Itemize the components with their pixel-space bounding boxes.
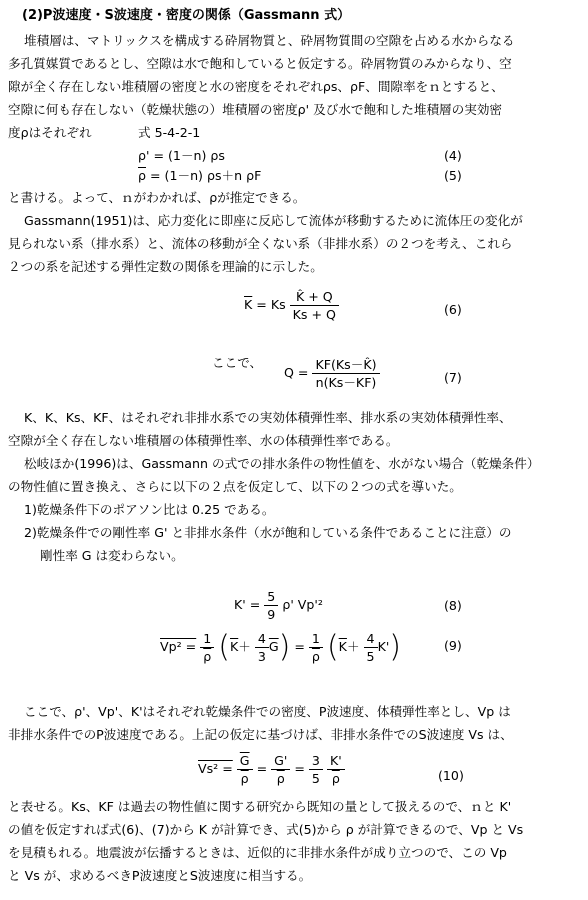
eq9-frac-2-den: 3	[257, 649, 266, 664]
p5-line-2: の値を仮定すれば式(6)、(7)から K が計算でき、式(5)から ρ が計算できるので、Vp と Vs	[8, 822, 524, 837]
eq10-frac-4-den: ρ	[331, 771, 340, 786]
eq6-fraction	[290, 288, 339, 323]
eq7-denominator: n(Ks－KF)	[315, 375, 377, 390]
eq10-frac-3	[309, 752, 323, 787]
section-heading: (2)P波速度・S波速度・密度の関係（Gassmann 式）	[22, 8, 351, 23]
eq10-frac-1	[237, 752, 253, 787]
eq9-paren-open-2: (	[326, 629, 339, 665]
eq10-frac-4	[327, 752, 345, 787]
eq9-frac-3-den: ρ	[311, 649, 320, 664]
p3-line-1: K、K、Ks、KF、はそれぞれ非排水系での実効体積弾性率、排水系の実効体積弾性率、	[24, 410, 512, 425]
p1-line-4: 空隙に何も存在しない（乾燥状態の）堆積層の密度ρ' 及び水で飽和した堆積層の実効密	[8, 102, 503, 117]
eq7-numerator: KF(Ks－K̂)	[312, 356, 379, 374]
eq10-frac-1-num: $\overline{G}$	[237, 752, 253, 770]
p2-line-3: ２つの系を記述する弾性定数の関係を理論的に示した。	[8, 259, 323, 274]
eq10-frac-4-num: K'	[327, 752, 345, 770]
eq9-frac-4-num: 4	[364, 630, 378, 648]
p4-line-2: 非排水条件でのP波速度である。上記の仮定に基づけば、非排水条件でのS波速度 Vs は、	[8, 727, 513, 742]
p5-line-4: と Vs が、求めるべきP波速度とS波速度に相当する。	[8, 868, 312, 883]
equation-6-number: (6)	[444, 302, 462, 317]
equation-6	[244, 288, 339, 323]
equation-7-prefix: ここで、	[212, 355, 263, 370]
eq9-frac-3	[309, 630, 323, 665]
eq9-frac-2	[255, 630, 269, 665]
eq10-frac-2-num: G'	[271, 752, 290, 770]
p1-equation-ref: 式 5-4-2-1	[138, 125, 201, 140]
p5-line-3: を見積もれる。地震波が伝播するときは、近似的に非排水条件が成り立つので、この Vp	[8, 845, 507, 860]
eq10-frac-1-den: ρ	[240, 771, 249, 786]
eq5-lhs: $\overline{\rho}$	[138, 168, 146, 183]
eq9-frac-2-num: 4	[255, 630, 269, 648]
p3-line-2: 空隙が全く存在しない堆積層の体積弾性率、水の体積弾性率である。	[8, 433, 399, 448]
equation-9-number: (9)	[444, 638, 462, 653]
p5-line-1: と表せる。Ks、KF は過去の物性値に関する研究から既知の量として扱えるので、ｎと K'	[8, 799, 512, 814]
p2-line-2: 見られない系（排水系）と、流体の移動が全くない系（非排水系）の２つを考え、これら	[8, 236, 513, 251]
eq8-lhs: K' =	[234, 597, 261, 612]
equation-4: ρ' = (1－n) ρs	[138, 148, 225, 163]
eq8-fraction	[264, 588, 278, 623]
p1-line-1: 堆積層は、マトリックスを構成する砕屑物質と、砕屑物質間の空隙を占める水からなる	[24, 33, 515, 48]
eq9-paren-open-1: (	[218, 629, 230, 665]
p1-line-5: 度ρはそれぞれ	[8, 125, 92, 140]
eq10-lhs: Vs² =	[198, 761, 233, 776]
eq8-rest: ρ' Vp'²	[282, 597, 323, 612]
equation-5	[138, 168, 261, 184]
eq10-frac-3-num: 3	[309, 752, 323, 770]
p3-line-5: 1)乾燥条件下のポアソン比は 0.25 である。	[24, 502, 275, 517]
eq6-mid: = Ks	[252, 297, 286, 312]
equation-7	[284, 356, 380, 391]
eq7-fraction	[312, 356, 379, 391]
eq9-frac-4	[364, 630, 378, 665]
equation-8-number: (8)	[444, 598, 462, 613]
eq9-paren-close-2: )	[389, 629, 402, 665]
p3-line-3: 松岐ほか(1996)は、Gassmann の式での排水条件の物性値を、水がない場合（乾燥条件）	[24, 456, 540, 471]
eq9-frac-1	[200, 630, 214, 665]
eq9-frac-3-num: 1	[309, 630, 323, 648]
eq9-lhs: Vp² =	[160, 639, 197, 654]
p3-line-4: の物性値に置き換え、さらに以下の２点を仮定して、以下の２つの式を導いた。	[8, 479, 462, 494]
eq9-frac-1-den: ρ	[203, 649, 212, 664]
p4-line-1: ここで、ρ'、Vp'、K'はそれぞれ乾燥条件での密度、P波速度、体積弾性率とし、Vp は	[24, 704, 511, 719]
equation-7-number: (7)	[444, 370, 462, 385]
equation-8	[234, 588, 323, 623]
equation-9: Vp² = $\frac{1}{\rho}$ ($\overline{K}+$ $\frac{4}{3}$ $\overline{G}$) = $\frac{1}{\rho}$ ($\overline{K}+$ $\frac{4}{5}$ K')	[160, 629, 402, 665]
eq6-lhs: $\overline{K}$	[244, 297, 253, 312]
p1-end: と書ける。よって、ｎがわかれば、ρが推定できる。	[8, 190, 306, 205]
eq7-lhs: Q =	[284, 365, 309, 380]
eq9-paren-close-1: )	[278, 629, 291, 665]
eq8-numerator: 5	[264, 588, 278, 606]
eq5-rhs: = (1－n) ρs＋n ρF	[146, 168, 262, 183]
p2-line-1: Gassmann(1951)は、応力変化に即座に反応して流体が移動するために流体圧の変化が	[24, 213, 523, 228]
eq6-denominator: Ks + Q	[292, 307, 336, 322]
equation-5-number: (5)	[444, 168, 462, 183]
equation-4-number: (4)	[444, 148, 462, 163]
equation-10-number: (10)	[438, 768, 464, 783]
eq6-numerator: K̂ + Q	[290, 288, 339, 306]
eq10-frac-2	[271, 752, 290, 787]
p3-line-7: 剛性率 G は変わらない。	[40, 548, 184, 563]
p1-line-2: 多孔質媒質であるとし、空隙は水で飽和していると仮定する。砕屑物質のみからなり、空	[8, 56, 512, 71]
eq9-frac-4-den: 5	[366, 649, 375, 664]
p1-line-3: 隙が全く存在しない堆積層の密度と水の密度をそれぞれρs、ρF、間隙率をｎとすると、	[8, 79, 504, 94]
eq8-denominator: 9	[267, 607, 276, 622]
eq10-frac-3-den: 5	[311, 771, 320, 786]
eq9-frac-1-num: 1	[200, 630, 214, 648]
p3-line-6: 2)乾燥条件での剛性率 G' と非排水条件（水が飽和している条件であることに注意）の	[24, 525, 512, 540]
equation-10: Vs² = $\frac{\overline{G}}{\rho}$ = $\frac{G'}{\rho}$ = $\frac{3}{5}$ $\frac{K'}{\rho}$	[198, 752, 345, 787]
eq10-frac-2-den: ρ	[276, 771, 285, 786]
